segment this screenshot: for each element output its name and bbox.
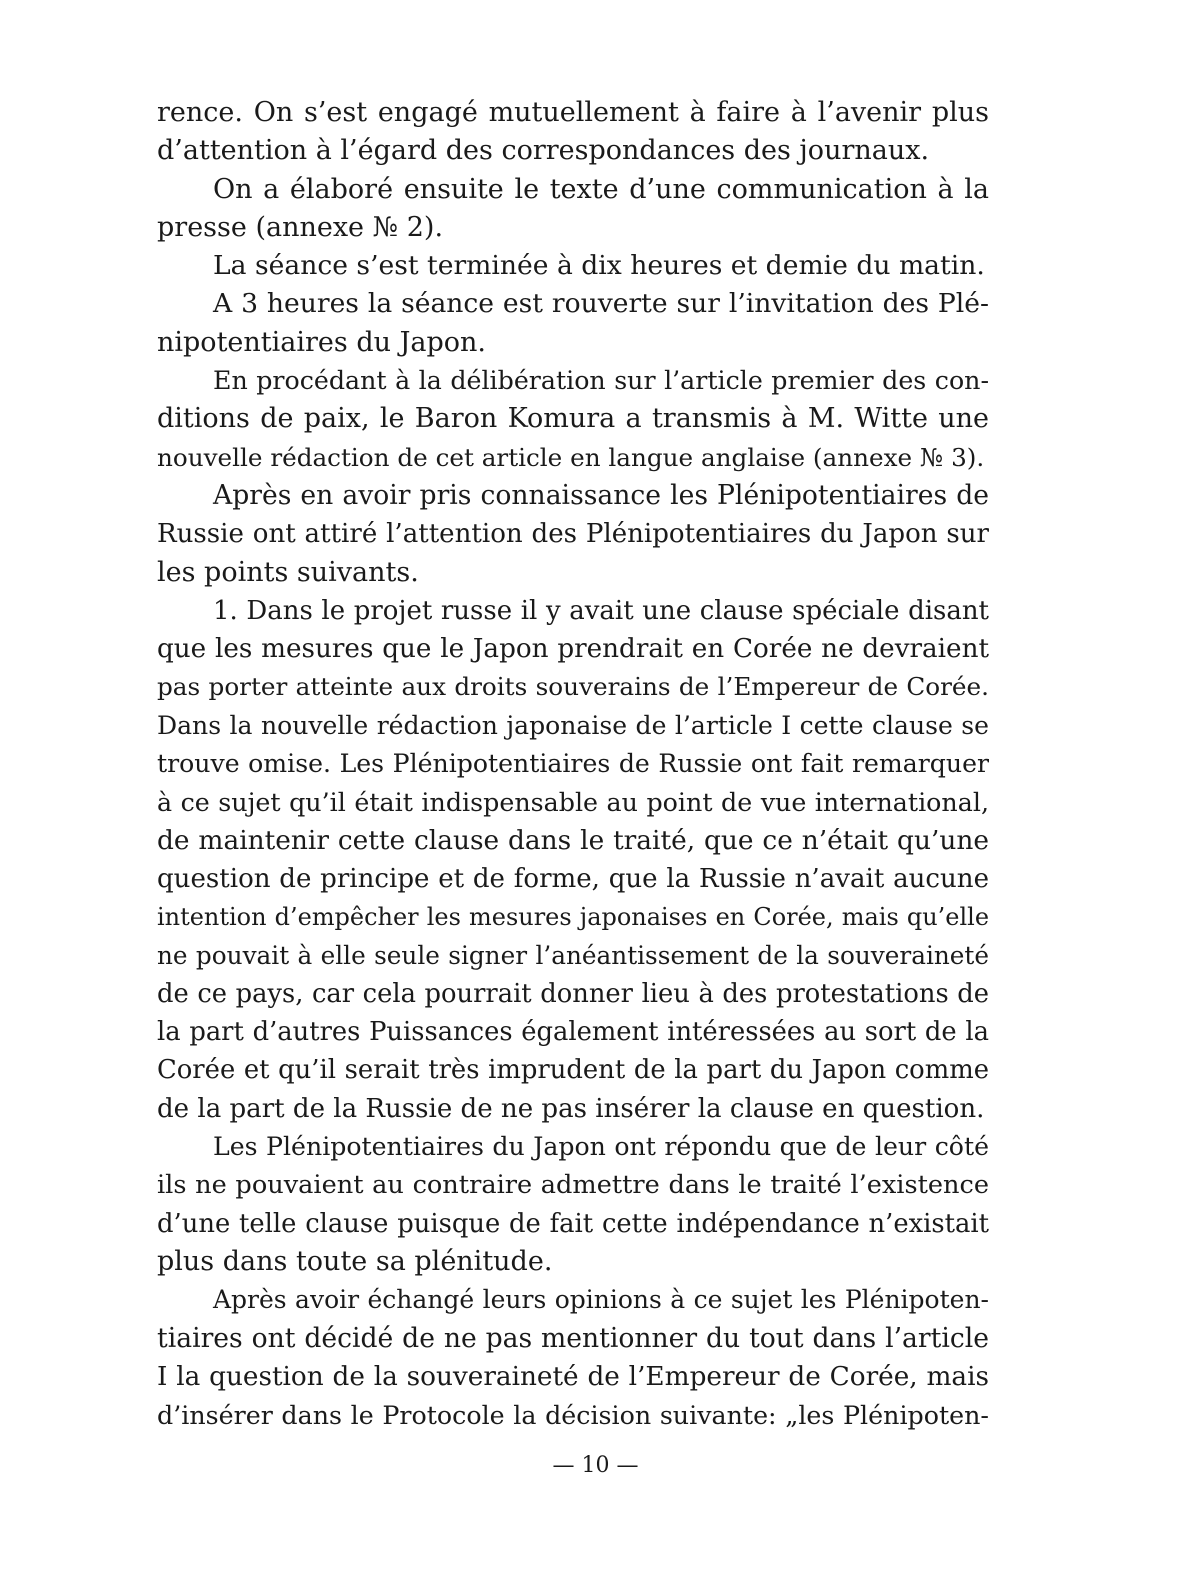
text-line: Après en avoir pris connaissance les Plénipotentiaires de: [213, 479, 989, 511]
text-line: Corée et qu’il serait très imprudent de la part du Japon comme: [157, 1055, 989, 1086]
text-line: La séance s’est terminée à dix heures et demie du matin.: [213, 250, 985, 282]
text-line: rence. On s’est engagé mutuellement à faire à l’avenir plus: [157, 97, 989, 128]
text-line: d’attention à l’égard des correspondances des journaux.: [157, 135, 930, 167]
text-line: la part d’autres Puissances également intéressées au sort de la: [157, 1017, 989, 1048]
text-line: d’insérer dans le Protocole la décision suivante: „les Plénipoten-: [157, 1400, 989, 1431]
text-line: trouve omise. Les Plénipotentiaires de Russie ont fait remarquer: [157, 749, 989, 779]
text-line: nipotentiaires du Japon.: [157, 326, 487, 358]
text-line: intention d’empêcher les mesures japonaises en Corée, mais qu’elle: [157, 903, 989, 932]
text-line: Russie ont attiré l’attention des Plénipotentiaires du Japon sur: [157, 519, 989, 550]
text-line: nouvelle rédaction de cet article en langue anglaise (annexe № 3).: [157, 442, 985, 472]
text-line: ils ne pouvaient au contraire admettre dans le traité l’existence: [157, 1170, 989, 1201]
page-number: — 10 —: [552, 1453, 639, 1478]
body-text: [157, 94, 989, 1434]
text-line: d’une telle clause puisque de fait cette indépendance n’existait: [157, 1208, 989, 1239]
text-line: presse (annexe № 2).: [157, 211, 444, 243]
text-line: plus dans toute sa plénitude.: [157, 1245, 553, 1277]
text-line: ditions de paix, le Baron Komura a transmis à M. Witte une: [157, 403, 989, 435]
text-line: En procédant à la délibération sur l’article premier des con-: [213, 366, 989, 396]
text-line: de la part de la Russie de ne pas insérer la clause en question.: [157, 1093, 985, 1124]
text-line: à ce sujet qu’il était indispensable au point de vue international,: [157, 787, 989, 818]
text-line: Après avoir échangé leurs opinions à ce sujet les Plénipoten-: [213, 1285, 989, 1315]
text-line: de maintenir cette clause dans le traité, que ce n’était qu’une: [157, 824, 989, 856]
text-line: On a élaboré ensuite le texte d’une communication à la: [213, 173, 989, 205]
text-line: I la question de la souveraineté de l’Empereur de Corée, mais: [157, 1361, 989, 1392]
text-line: les points suivants.: [157, 556, 419, 588]
text-line: tiaires ont décidé de ne pas mentionner du tout dans l’article: [157, 1322, 989, 1354]
text-line: de ce pays, car cela pourrait donner lieu à des protestations de: [157, 978, 989, 1009]
text-line: Les Plénipotentiaires du Japon ont répondu que de leur côté: [213, 1132, 989, 1162]
text-line: question de principe et de forme, que la Russie n’avait aucune: [157, 863, 989, 894]
text-line: Dans la nouvelle rédaction japonaise de l’article I cette clause se: [157, 710, 989, 740]
text-line: ne pouvait à elle seule signer l’anéantissement de la souveraineté: [157, 940, 989, 970]
text-line: 1. Dans le projet russe il y avait une clause spéciale disant: [213, 595, 989, 626]
text-line: pas porter atteinte aux droits souverains de l’Empereur de Corée.: [157, 672, 989, 702]
text-line: que les mesures que le Japon prendrait en Corée ne devraient: [157, 634, 989, 665]
text-line: A 3 heures la séance est rouverte sur l’invitation des Plé-: [213, 288, 989, 320]
